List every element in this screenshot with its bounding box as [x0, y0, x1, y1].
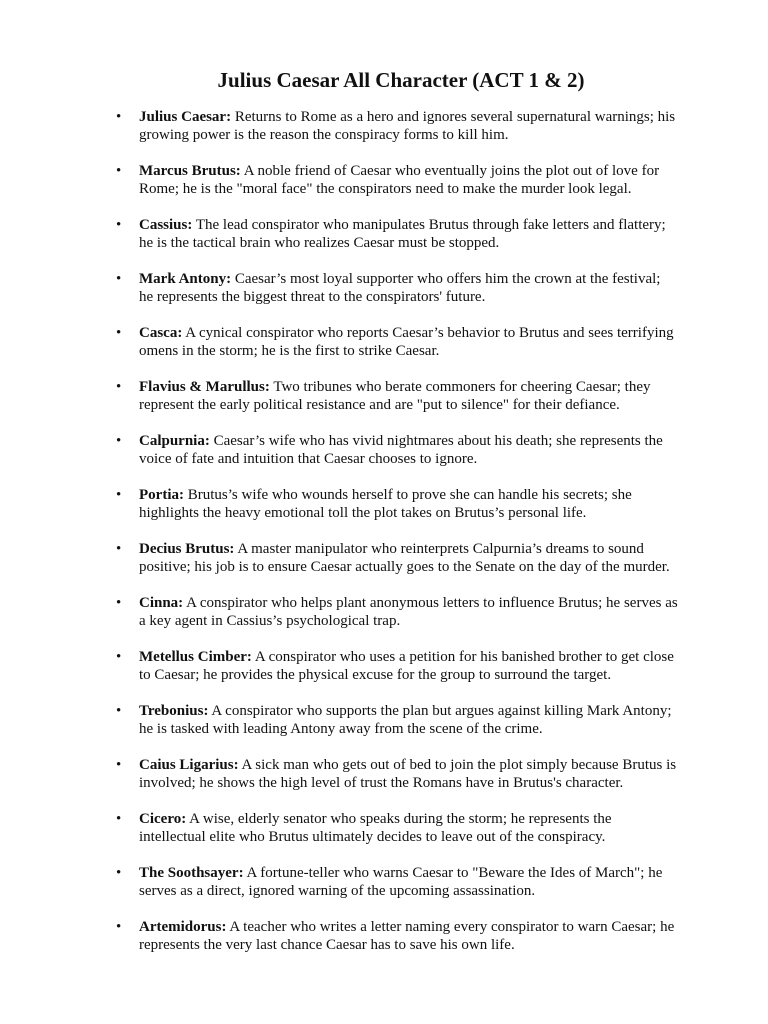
- character-description: The lead conspirator who manipulates Brutus through fake letters and flattery; he is the tactical brain who realizes Caesar must be stopped.: [139, 217, 666, 251]
- character-name: Decius Brutus:: [139, 541, 235, 557]
- character-description: A conspirator who uses a petition for his banished brother to get close to Caesar; he provides the physical excuse for the group to surround the target.: [139, 649, 674, 683]
- character-description: A conspirator who supports the plan but argues against killing Mark Antony; he is tasked with leading Antony away from the scene of the crime.: [139, 703, 672, 737]
- bullet-icon: •: [116, 109, 122, 125]
- bullet-icon: •: [116, 217, 122, 233]
- character-name: Cassius:: [139, 217, 193, 233]
- character-description: A conspirator who helps plant anonymous letters to influence Brutus; he serves as a key agent in Cassius’s psychological trap.: [139, 595, 678, 629]
- character-description: A wise, elderly senator who speaks during the storm; he represents the intellectual elite who Brutus ultimately decides to leave out of the conspiracy.: [139, 811, 612, 845]
- character-description: Brutus’s wife who wounds herself to prove she can handle his secrets; she highlights the heavy emotional toll the plot takes on Brutus’s personal life.: [139, 487, 632, 521]
- character-name: Calpurnia:: [139, 433, 210, 449]
- bullet-icon: •: [116, 163, 122, 179]
- character-name: Marcus Brutus:: [139, 163, 241, 179]
- character-description: A cynical conspirator who reports Caesar’s behavior to Brutus and sees terrifying omens in the storm; he is the first to strike Caesar.: [139, 325, 674, 359]
- list-item: [116, 108, 678, 144]
- list-item: [116, 216, 678, 252]
- list-item: [116, 324, 678, 360]
- bullet-icon: •: [116, 919, 122, 935]
- character-name: Metellus Cimber:: [139, 649, 252, 665]
- character-description: A teacher who writes a letter naming every conspirator to warn Caesar; he represents the very last chance Caesar has to save his own life.: [139, 919, 675, 953]
- list-item: [116, 918, 678, 954]
- bullet-icon: •: [116, 703, 122, 719]
- character-name: Caius Ligarius:: [139, 757, 239, 773]
- character-name: Artemidorus:: [139, 919, 227, 935]
- list-item: [116, 162, 678, 198]
- character-name: Mark Antony:: [139, 271, 232, 287]
- character-description: Returns to Rome as a hero and ignores several supernatural warnings; his growing power is the reason the conspiracy forms to kill him.: [139, 109, 676, 143]
- bullet-icon: •: [116, 379, 122, 395]
- list-item: [116, 378, 678, 414]
- character-description: A sick man who gets out of bed to join the plot simply because Brutus is involved; he shows the high level of trust the Romans have in Brutus's character.: [139, 757, 677, 791]
- character-name: The Soothsayer:: [139, 865, 244, 881]
- bullet-icon: •: [116, 757, 122, 773]
- list-item: [116, 702, 678, 738]
- character-name: Flavius & Marullus:: [139, 379, 270, 395]
- character-description: A fortune-teller who warns Caesar to "Beware the Ides of March"; he serves as a direct, ignored warning of the upcoming assassination.: [139, 865, 663, 899]
- character-name: Trebonius:: [139, 703, 209, 719]
- bullet-icon: •: [116, 325, 122, 341]
- character-name: Julius Caesar:: [139, 109, 232, 125]
- list-item: [116, 270, 678, 306]
- bullet-icon: •: [116, 595, 122, 611]
- character-name: Cinna:: [139, 595, 184, 611]
- list-item: [116, 486, 678, 522]
- list-item: [116, 594, 678, 630]
- character-list: [116, 108, 678, 954]
- character-name: Portia:: [139, 487, 184, 503]
- list-item: [116, 864, 678, 900]
- list-item: [116, 648, 678, 684]
- bullet-icon: •: [116, 433, 122, 449]
- bullet-icon: •: [116, 541, 122, 557]
- page-title: Julius Caesar All Character (ACT 1 & 2): [217, 68, 585, 92]
- character-name: Cicero:: [139, 811, 187, 827]
- list-item: [116, 810, 678, 846]
- bullet-icon: •: [116, 649, 122, 665]
- list-item: [116, 432, 678, 468]
- character-description: Caesar’s wife who has vivid nightmares about his death; she represents the voice of fate and intuition that Caesar chooses to ignore.: [139, 433, 663, 467]
- bullet-icon: •: [116, 487, 122, 503]
- bullet-icon: •: [116, 811, 122, 827]
- character-description: Two tribunes who berate commoners for cheering Caesar; they represent the early political resistance and are "put to silence" for their defiance.: [139, 379, 651, 413]
- bullet-icon: •: [116, 865, 122, 881]
- character-description: A master manipulator who reinterprets Calpurnia’s dreams to sound positive; his job is to ensure Caesar actually goes to the Senate on the day of the murder.: [139, 541, 670, 575]
- character-description: Caesar’s most loyal supporter who offers him the crown at the festival; he represents the biggest threat to the conspirators' future.: [139, 271, 661, 305]
- character-name: Casca:: [139, 325, 183, 341]
- list-item: [116, 540, 678, 576]
- bullet-icon: •: [116, 271, 122, 287]
- character-description: A noble friend of Caesar who eventually joins the plot out of love for Rome; he is the "moral face" the conspirators need to make the murder look legal.: [139, 163, 660, 197]
- list-item: [116, 756, 678, 792]
